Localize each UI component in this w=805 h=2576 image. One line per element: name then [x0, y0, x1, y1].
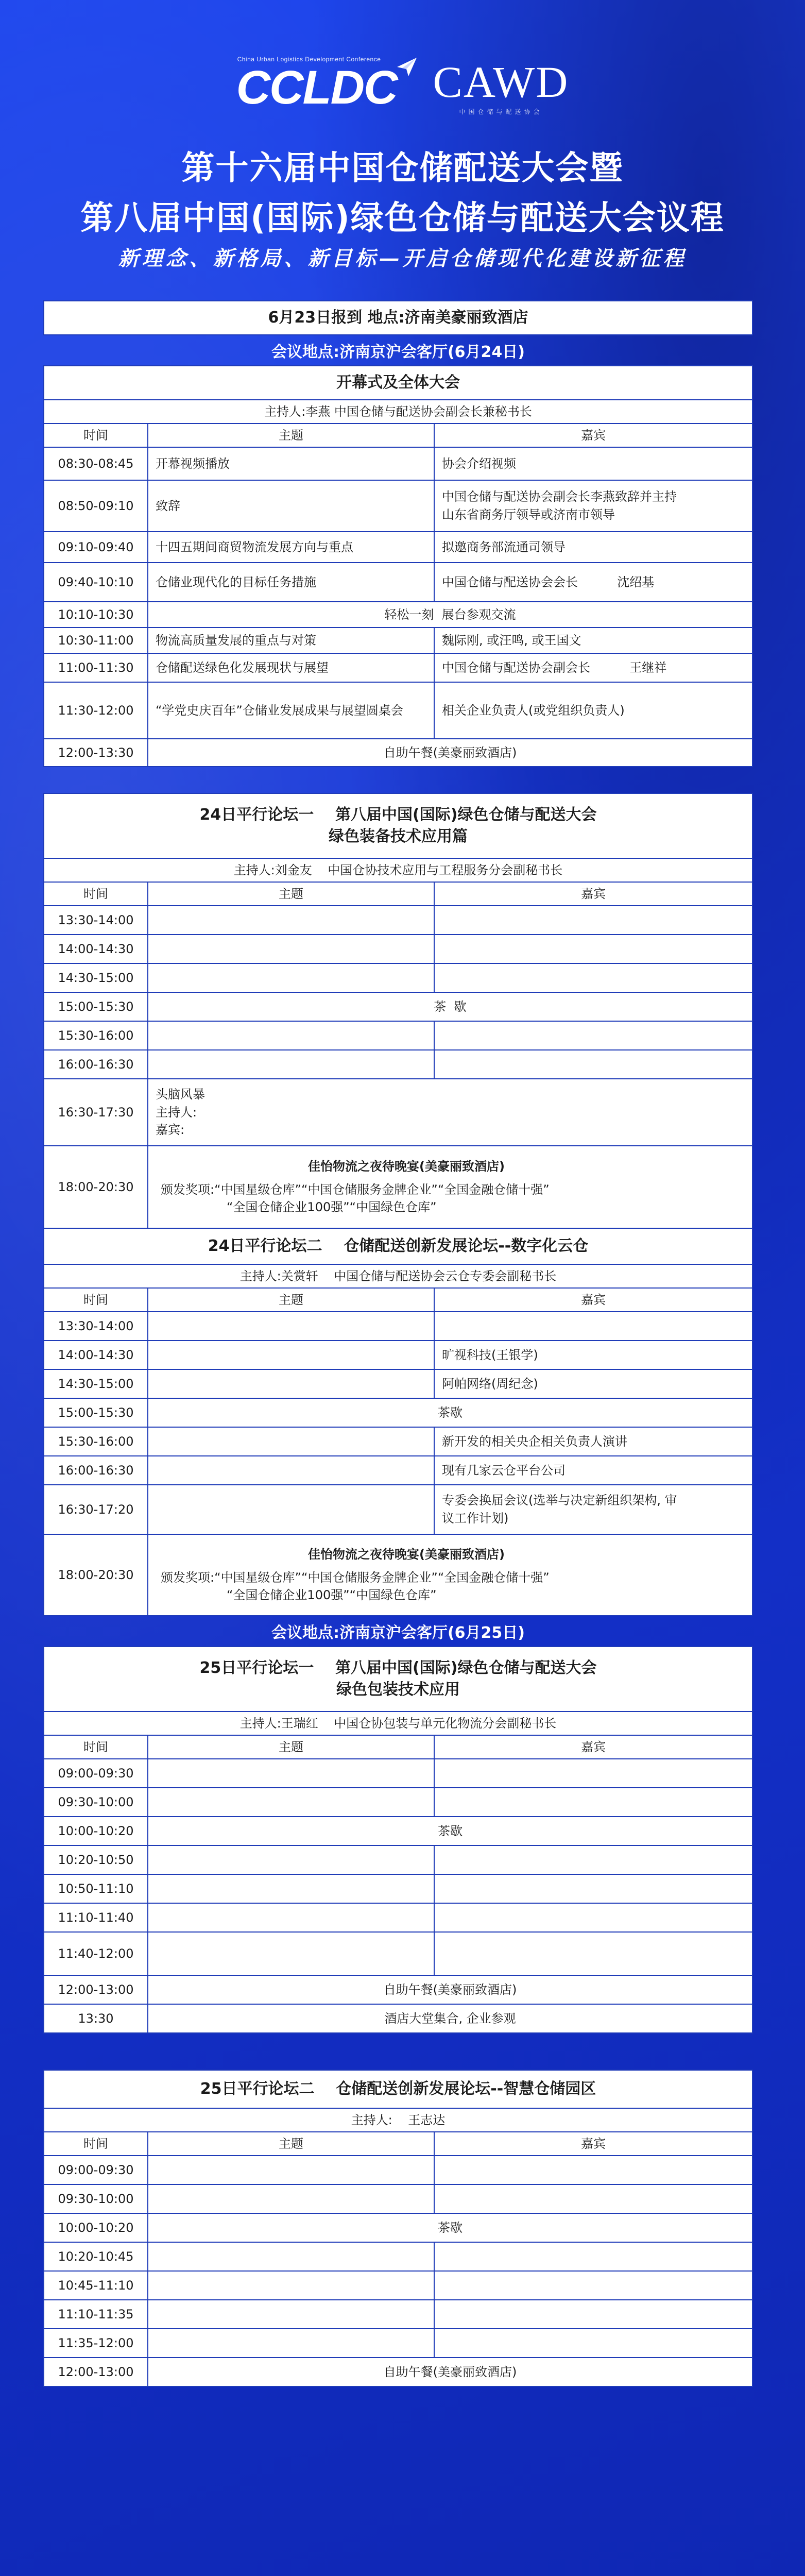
table-row: 10:45-11:10 [44, 2270, 752, 2299]
section-title: 24日平行论坛一 第八届中国(国际)绿色仓储与配送大会 绿色装备技术应用篇 [199, 806, 597, 845]
forum1-section [43, 793, 753, 1229]
table-row: 14:30-15:00 [44, 963, 752, 992]
column-header-row: 时间 主题 嘉宾 [44, 2131, 752, 2155]
section-title: 25日平行论坛一 第八届中国(国际)绿色仓储与配送大会 绿色包装技术应用 [199, 1659, 597, 1699]
main-title-line2: 第八届中国(国际)绿色仓储与配送大会议程 [80, 199, 725, 238]
table-row: 11:10-11:40 [44, 1903, 752, 1931]
table-row: 09:10-09:40 十四五期间商贸物流发展方向与重点 拟邀商务部流通司领导 [44, 531, 752, 562]
cawd-logo-subtitle: 中国仓储与配送协会 [459, 108, 543, 115]
table-row: 10:10-10:30 轻松一刻 展台参观交流 [44, 601, 752, 627]
opening-section [43, 365, 753, 767]
ccldc-logo-text: CCLDC [236, 61, 397, 114]
table-row: 16:00-16:30 现有几家云仓平台公司 [44, 1455, 752, 1484]
col-guest: 嘉宾 [434, 424, 752, 447]
table-row: 16:30-17:20 专委会换届会议(选举与决定新组织架构, 审 议工作计划) [44, 1484, 752, 1534]
host-line: 主持人:关赏轩 中国仓储与配送协会云仓专委会副秘书长 [239, 1268, 557, 1283]
table-row: 15:30-16:00 新开发的相关央企相关负责人演讲 [44, 1427, 752, 1455]
registration-box [43, 300, 753, 335]
forum3-section [43, 1646, 753, 2033]
section-title: 开幕式及全体大会 [336, 374, 460, 392]
table-row: 14:00-14:30 [44, 934, 752, 963]
host-line: 主持人:李燕 中国仓储与配送协会副会长兼秘书长 [264, 404, 532, 419]
table-row: 09:30-10:00 [44, 1787, 752, 1816]
plane-icon [395, 55, 419, 78]
table-row: 10:20-10:50 [44, 1845, 752, 1874]
table-row: 10:00-10:20 茶歇 [44, 2213, 752, 2242]
table-row: 12:00-13:00 自助午餐(美豪丽致酒店) [44, 2357, 752, 2386]
table-row: 14:00-14:30 旷视科技(王银学) [44, 1340, 752, 1369]
table-row: 11:30-12:00 “学党史庆百年”仓储业发展成果与展望圆桌会 相关企业负责人(或党组织负责人) [44, 682, 752, 738]
forum2-section [43, 1229, 753, 1616]
table-row: 12:00-13:30 自助午餐(美豪丽致酒店) [44, 738, 752, 766]
col-time: 时间 [83, 428, 108, 443]
host-line: 主持人: 王志达 [351, 2112, 446, 2127]
column-header-row: 时间 主题 嘉宾 [44, 1287, 752, 1311]
table-row: 11:00-11:30 仓储配送绿色化发展现状与展望 中国仓储与配送协会副会长 王继祥 [44, 653, 752, 682]
table-row: 11:40-12:00 [44, 1931, 752, 1975]
table-row: 13:30-14:00 [44, 1311, 752, 1340]
slogan: 新理念、新格局、新目标—开启仓储现代化建设新征程 [118, 246, 687, 270]
table-row: 15:00-15:30 茶歇 [44, 1398, 752, 1427]
table-row: 09:00-09:30 [44, 1758, 752, 1787]
table-row: 13:30 酒店大堂集合, 企业参观 [44, 2004, 752, 2032]
table-row: 16:00-16:30 [44, 1049, 752, 1078]
host-line: 主持人:王瑞红 中国仓协包装与单元化物流分会副秘书长 [239, 1716, 557, 1731]
table-row: 15:30-16:00 [44, 1021, 752, 1049]
table-row: 09:40-10:10 仓储业现代化的目标任务措施 中国仓储与配送协会会长 沈绍基 [44, 562, 752, 601]
venue-day25: 会议地点:济南京沪会客厅(6月25日) [271, 1624, 525, 1642]
forum4-section [43, 2070, 753, 2387]
logo-bar [0, 52, 805, 124]
table-row: 10:50-11:10 [44, 1874, 752, 1903]
table-row: 14:30-15:00 阿帕网络(周纪念) [44, 1369, 752, 1398]
table-row: 09:00-09:30 [44, 2155, 752, 2184]
table-row: 08:30-08:45 开幕视频播放 协会介绍视频 [44, 447, 752, 480]
table-row: 11:10-11:35 [44, 2299, 752, 2328]
table-row: 10:20-10:45 [44, 2242, 752, 2270]
col-topic: 主题 [147, 424, 434, 447]
table-row: 15:00-15:30 茶 歇 [44, 992, 752, 1021]
main-title-line1: 第十六届中国仓储配送大会暨 [181, 149, 624, 188]
section-title: 24日平行论坛二 仓储配送创新发展论坛--数字化云仓 [208, 1237, 589, 1256]
ccldc-logo-subtitle: China Urban Logistics Development Conference [237, 56, 381, 63]
section-title: 25日平行论坛二 仓储配送创新发展论坛--智慧仓储园区 [200, 2080, 596, 2098]
column-header-row: 时间 主题 嘉宾 [44, 1735, 752, 1758]
registration-text: 6月23日报到 地点:济南美豪丽致酒店 [268, 309, 528, 327]
ccldc-logo [236, 56, 397, 114]
venue-day24: 会议地点:济南京沪会客厅(6月24日) [271, 343, 525, 361]
brainstorm-row: 16:30-17:30 头脑风暴 主持人: 嘉宾: [44, 1078, 752, 1145]
table-row: 10:00-10:20 茶歇 [44, 1816, 752, 1845]
table-row: 11:35-12:00 [44, 2328, 752, 2357]
column-header-row: 时间 主题 嘉宾 [44, 882, 752, 905]
dinner-row: 18:00-20:30 佳怡物流之夜待晚宴(美豪丽致酒店) 颁发奖项:“中国星级仓库”“中国仓储服务金牌企业”“全国金融仓储十强” “全国仓储企业100强”“中国绿色仓库” [44, 1534, 752, 1615]
table-row: 09:30-10:00 [44, 2184, 752, 2213]
cawd-logo-text: CAWD [433, 57, 569, 107]
cawd-logo [433, 57, 569, 116]
table-row: 10:30-11:00 物流高质量发展的重点与对策 魏际刚, 或汪鸣, 或王国文 [44, 627, 752, 653]
table-row: 08:50-09:10 致辞 中国仓储与配送协会副会长李燕致辞并主持 山东省商务厅领导或济南市领导 [44, 480, 752, 531]
table-row: 13:30-14:00 [44, 905, 752, 934]
host-line: 主持人:刘金友 中国仓协技术应用与工程服务分会副秘书长 [233, 862, 563, 877]
dinner-row: 18:00-20:30 佳怡物流之夜待晚宴(美豪丽致酒店) 颁发奖项:“中国星级仓库”“中国仓储服务金牌企业”“全国金融仓储十强” “全国仓储企业100强”“中国绿色仓库” [44, 1145, 752, 1228]
column-header-row [44, 423, 752, 447]
table-row: 12:00-13:00 自助午餐(美豪丽致酒店) [44, 1975, 752, 2004]
schedule [43, 300, 753, 2387]
